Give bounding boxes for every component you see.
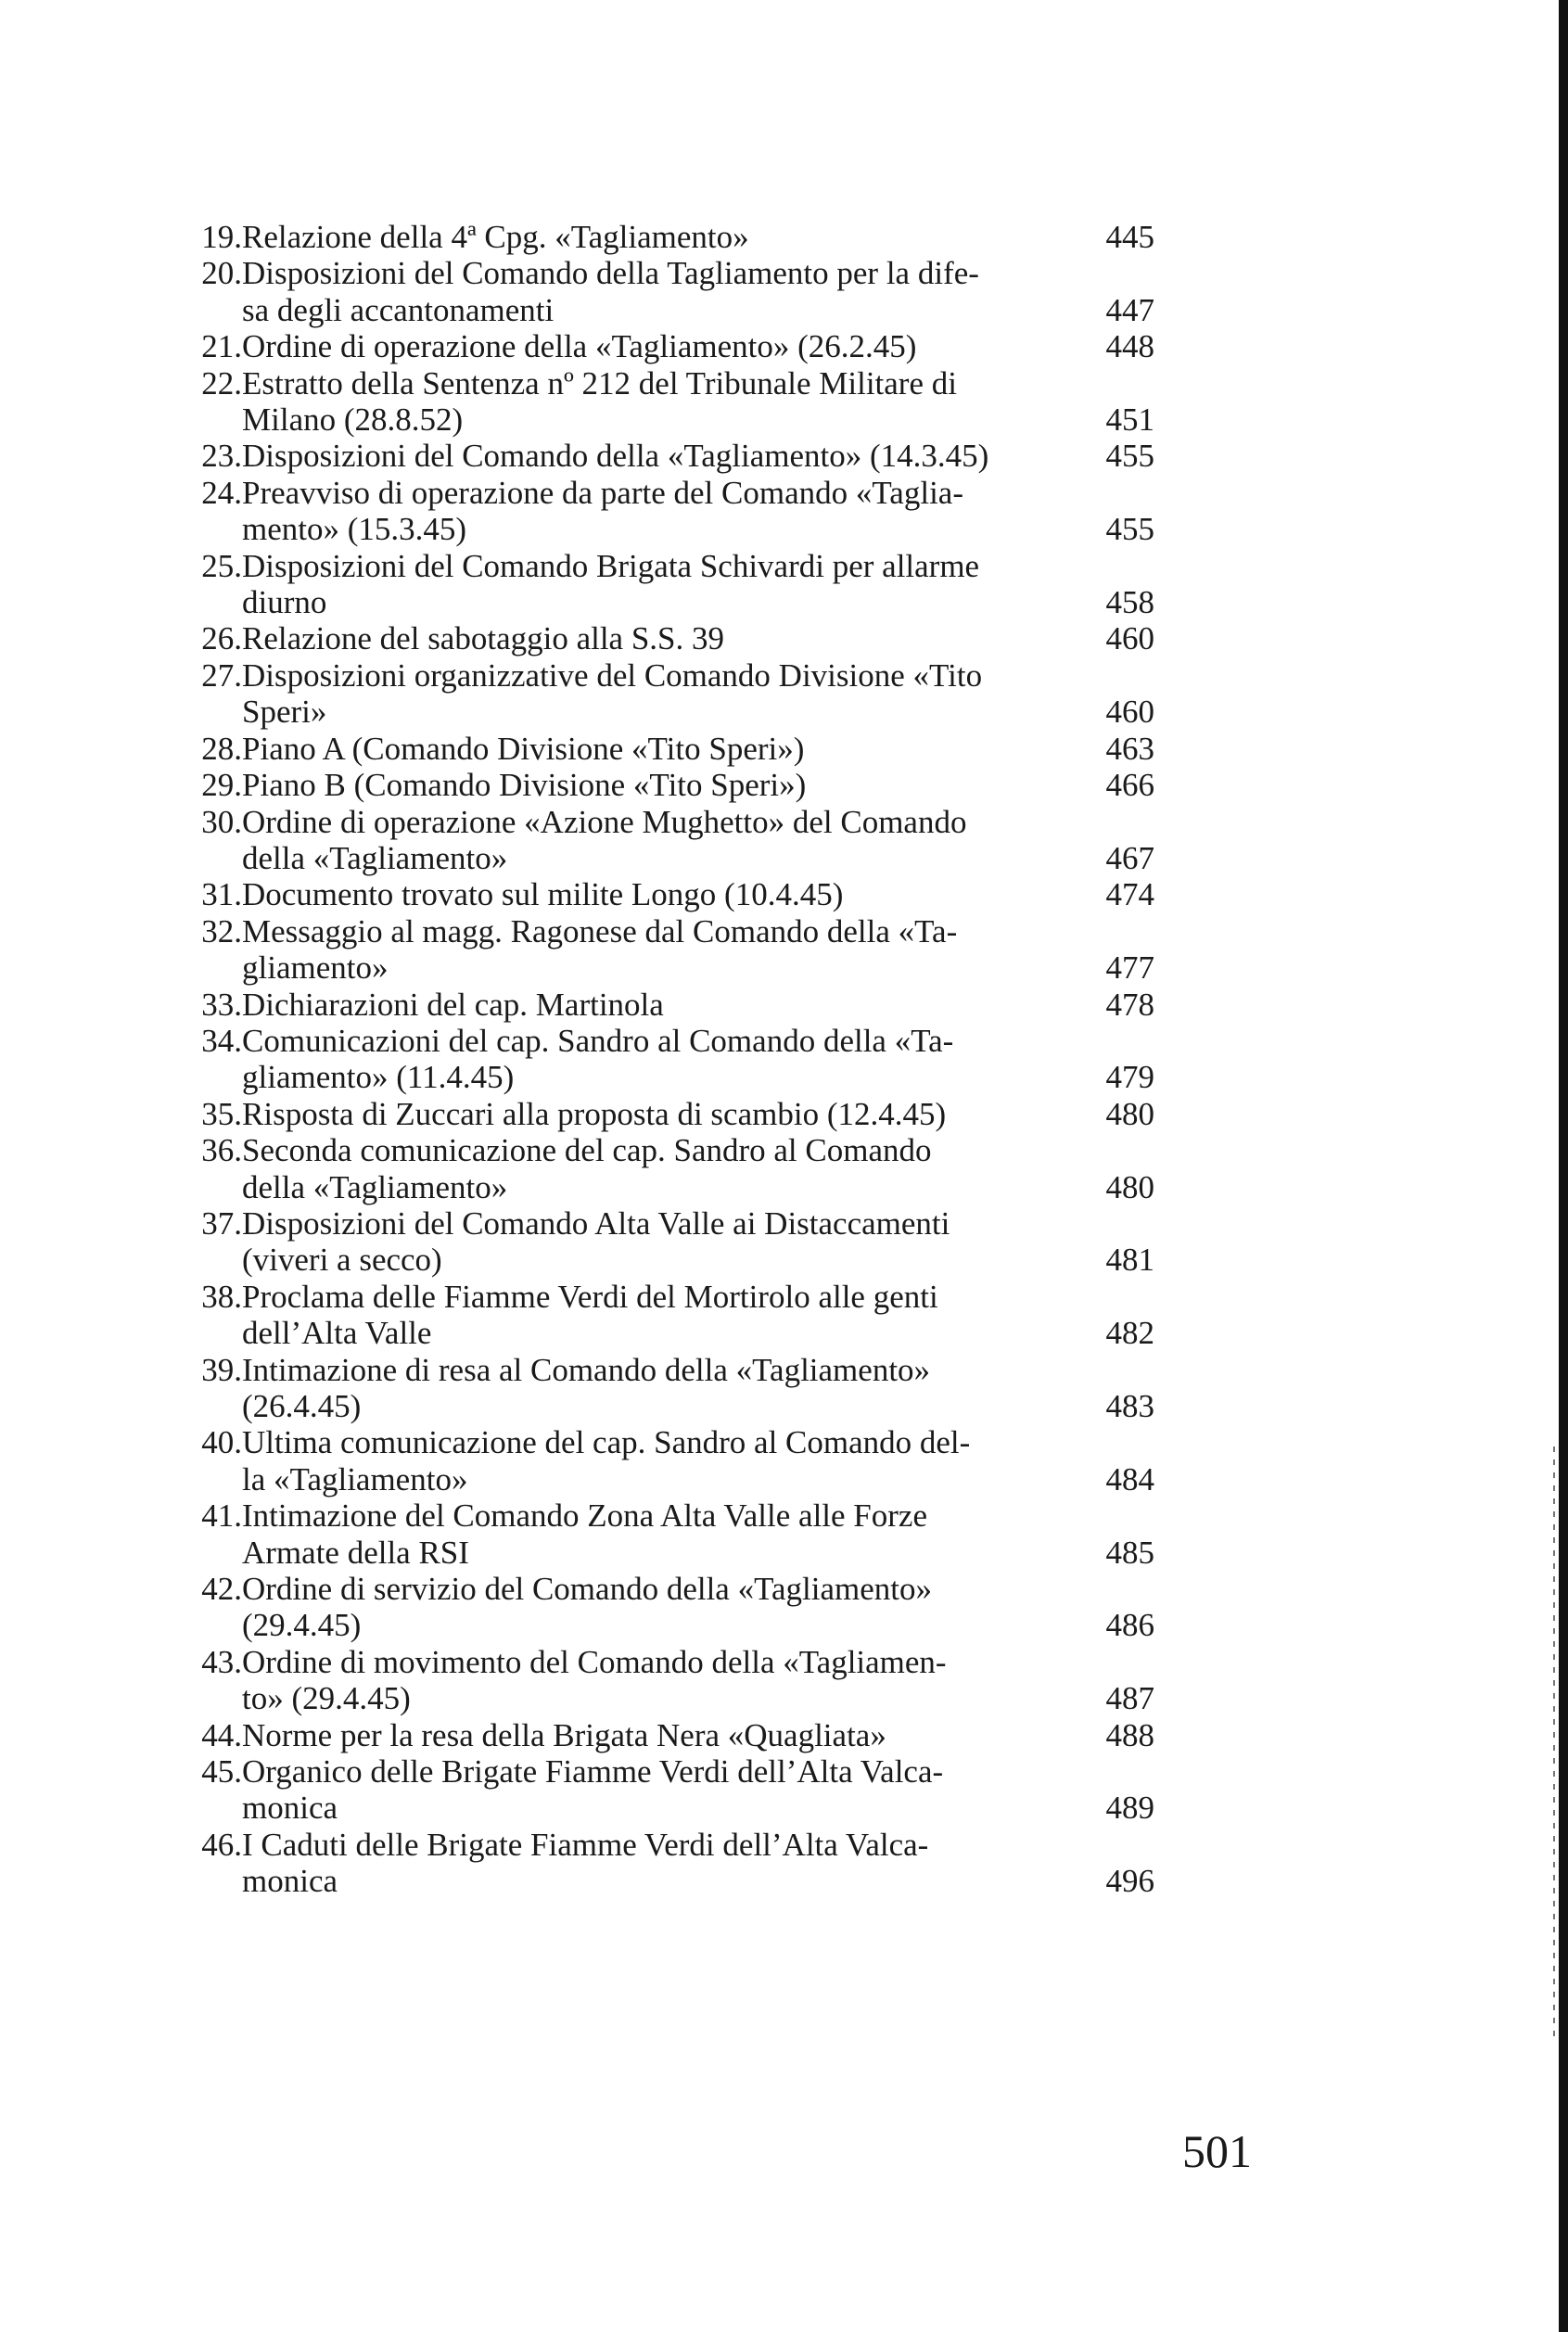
entry-number: 37. xyxy=(201,1204,242,1242)
entry-number: 35. xyxy=(201,1095,242,1132)
entry-page-number: 451 xyxy=(1105,401,1154,439)
entry-title-line: monica xyxy=(242,1863,338,1900)
entry-number: 28. xyxy=(201,730,242,767)
page-edge xyxy=(1559,0,1568,2332)
toc-entry xyxy=(190,1023,1154,1096)
entry-title-line: Comunicazioni del cap. Sandro al Comando della «Ta- xyxy=(242,1022,954,1059)
entry-title-line: I Caduti delle Brigate Fiamme Verdi dell’Alta Valca- xyxy=(242,1826,929,1863)
entry-title-line: (viveri a secco) xyxy=(242,1242,442,1279)
entry-title-line: Speri» xyxy=(242,694,327,731)
toc-entry xyxy=(190,1205,1154,1279)
entry-number: 30. xyxy=(201,803,242,840)
entry-title-line: Relazione della 4ª Cpg. «Tagliamento» xyxy=(242,219,749,255)
entry-number: 31. xyxy=(201,876,242,913)
toc-entry xyxy=(190,1096,1154,1132)
toc-entry xyxy=(190,1352,1154,1425)
toc-entry xyxy=(190,1497,1154,1571)
entry-page-number: 460 xyxy=(1105,694,1154,731)
entry-title-line: Milano (28.8.52) xyxy=(242,401,464,439)
entry-page-number: 481 xyxy=(1105,1242,1154,1279)
entry-number: 21. xyxy=(201,328,242,365)
entry-page-number: 484 xyxy=(1105,1460,1154,1497)
entry-number: 38. xyxy=(201,1278,242,1315)
page-number: 501 xyxy=(1182,2125,1252,2177)
entry-page-number: 488 xyxy=(1105,1716,1154,1753)
entry-title-line: gliamento» xyxy=(242,949,389,987)
entry-title-line: dell’Alta Valle xyxy=(242,1315,432,1352)
toc-entry xyxy=(190,657,1154,731)
entry-title-line: Seconda comunicazione del cap. Sandro al Comando xyxy=(242,1132,932,1169)
entry-title-line: della «Tagliamento» xyxy=(242,839,508,876)
toc-entry xyxy=(190,1644,1154,1717)
entry-title-line: Preavviso di operazione da parte del Comando «Taglia- xyxy=(242,474,963,511)
toc-entry xyxy=(190,255,1154,328)
entry-title-line: la «Tagliamento» xyxy=(242,1460,468,1497)
entry-title-line: Intimazione del Comando Zona Alta Valle alle Forze xyxy=(242,1497,927,1535)
entry-title-line: Risposta di Zuccari alla proposta di scambio (12.4.45) xyxy=(242,1095,947,1132)
entry-number: 27. xyxy=(201,656,242,694)
entry-title-line: Piano B (Comando Divisione «Tito Speri») xyxy=(242,767,807,804)
entry-title-line: Organico delle Brigate Fiamme Verdi dell’Alta Valca- xyxy=(242,1753,944,1790)
entry-number: 26. xyxy=(201,620,242,657)
table-of-contents xyxy=(190,219,1154,1900)
entry-number: 25. xyxy=(201,547,242,584)
entry-title-line: Dichiarazioni del cap. Martinola xyxy=(242,986,664,1023)
entry-number: 44. xyxy=(201,1716,242,1753)
toc-entry xyxy=(190,1753,1154,1827)
entry-title-line: diurno xyxy=(242,584,327,621)
entry-number: 33. xyxy=(201,986,242,1023)
entry-page-number: 479 xyxy=(1105,1059,1154,1096)
entry-title-line: Ordine di operazione della «Tagliamento» (26.2.45) xyxy=(242,328,917,365)
entry-number: 40. xyxy=(201,1424,242,1461)
entry-page-number: 458 xyxy=(1105,584,1154,621)
entry-title-line: (26.4.45) xyxy=(242,1388,362,1424)
entry-page-number: 487 xyxy=(1105,1680,1154,1717)
entry-number: 41. xyxy=(201,1497,242,1535)
entry-title-line: Disposizioni del Comando della «Tagliamento» (14.3.45) xyxy=(242,438,989,475)
toc-entry xyxy=(190,1717,1154,1753)
entry-number: 45. xyxy=(201,1753,242,1790)
entry-page-number: 448 xyxy=(1105,328,1154,365)
entry-page-number: 496 xyxy=(1105,1863,1154,1900)
entry-number: 20. xyxy=(201,255,242,292)
entry-title-line: Ordine di operazione «Azione Mughetto» del Comando xyxy=(242,803,967,840)
toc-entry xyxy=(190,328,1154,364)
entry-number: 42. xyxy=(201,1571,242,1608)
entry-title-line: Armate della RSI xyxy=(242,1534,469,1571)
entry-title-line: Documento trovato sul milite Longo (10.4.45) xyxy=(242,876,844,913)
entry-page-number: 460 xyxy=(1105,620,1154,657)
entry-page-number: 480 xyxy=(1105,1095,1154,1132)
entry-page-number: 455 xyxy=(1105,511,1154,548)
toc-entry xyxy=(190,1827,1154,1900)
toc-entry xyxy=(190,438,1154,474)
entry-page-number: 482 xyxy=(1105,1315,1154,1352)
entry-number: 23. xyxy=(201,438,242,475)
entry-title-line: Ultima comunicazione del cap. Sandro al Comando del- xyxy=(242,1424,971,1461)
entry-title-line: Messaggio al magg. Ragonese dal Comando della «Ta- xyxy=(242,912,958,949)
entry-title-line: gliamento» (11.4.45) xyxy=(242,1059,515,1096)
toc-entry xyxy=(190,1424,1154,1497)
entry-page-number: 477 xyxy=(1105,949,1154,987)
entry-title-line: della «Tagliamento» xyxy=(242,1168,508,1205)
entry-number: 46. xyxy=(201,1826,242,1863)
entry-page-number: 483 xyxy=(1105,1388,1154,1424)
entry-title-line: Disposizioni del Comando Alta Valle ai Distaccamenti xyxy=(242,1204,950,1242)
entry-title-line: mento» (15.3.45) xyxy=(242,511,467,548)
toc-entry xyxy=(190,548,1154,621)
page-edge-shadow xyxy=(1553,1446,1555,2040)
entry-title-line: monica xyxy=(242,1790,338,1827)
entry-title-line: to» (29.4.45) xyxy=(242,1680,411,1717)
entry-number: 43. xyxy=(201,1643,242,1680)
toc-entry xyxy=(190,365,1154,439)
entry-page-number: 455 xyxy=(1105,438,1154,475)
toc-entry xyxy=(190,731,1154,767)
entry-title-line: Ordine di movimento del Comando della «Tagliamen- xyxy=(242,1643,947,1680)
entry-number: 39. xyxy=(201,1351,242,1388)
entry-title-line: Disposizioni organizzative del Comando Divisione «Tito xyxy=(242,656,983,694)
entry-page-number: 489 xyxy=(1105,1790,1154,1827)
entry-page-number: 466 xyxy=(1105,767,1154,804)
entry-page-number: 485 xyxy=(1105,1534,1154,1571)
entry-page-number: 463 xyxy=(1105,730,1154,767)
toc-entry xyxy=(190,987,1154,1023)
toc-entry xyxy=(190,475,1154,548)
toc-entry xyxy=(190,804,1154,877)
toc-entry xyxy=(190,1279,1154,1352)
entry-page-number: 478 xyxy=(1105,986,1154,1023)
entry-number: 36. xyxy=(201,1132,242,1169)
toc-entry xyxy=(190,1571,1154,1644)
entry-title-line: Piano A (Comando Divisione «Tito Speri») xyxy=(242,730,805,767)
entry-number: 19. xyxy=(201,219,242,255)
entry-title-line: Relazione del sabotaggio alla S.S. 39 xyxy=(242,620,725,657)
entry-number: 32. xyxy=(201,912,242,949)
entry-page-number: 486 xyxy=(1105,1607,1154,1644)
entry-title-line: Proclama delle Fiamme Verdi del Mortirolo alle genti xyxy=(242,1278,938,1315)
entry-number: 34. xyxy=(201,1022,242,1059)
entry-page-number: 445 xyxy=(1105,219,1154,255)
toc-entry xyxy=(190,620,1154,656)
toc-entry xyxy=(190,219,1154,255)
entry-title-line: Estratto della Sentenza nº 212 del Tribunale Militare di xyxy=(242,364,957,401)
entry-title-line: (29.4.45) xyxy=(242,1607,362,1644)
entry-page-number: 467 xyxy=(1105,839,1154,876)
toc-entry xyxy=(190,876,1154,912)
entry-title-line: Ordine di servizio del Comando della «Tagliamento» xyxy=(242,1571,933,1608)
entry-page-number: 474 xyxy=(1105,876,1154,913)
entry-number: 22. xyxy=(201,364,242,401)
toc-entry xyxy=(190,767,1154,803)
entry-title-line: Intimazione di resa al Comando della «Tagliamento» xyxy=(242,1351,931,1388)
toc-entry xyxy=(190,1132,1154,1205)
entry-page-number: 480 xyxy=(1105,1168,1154,1205)
entry-title-line: Norme per la resa della Brigata Nera «Quagliata» xyxy=(242,1716,886,1753)
entry-title-line: Disposizioni del Comando della Tagliamento per la dife- xyxy=(242,255,979,292)
toc-entry xyxy=(190,913,1154,987)
entry-title-line: sa degli accantonamenti xyxy=(242,291,555,328)
entry-page-number: 447 xyxy=(1105,291,1154,328)
entry-number: 29. xyxy=(201,767,242,804)
entry-number: 24. xyxy=(201,474,242,511)
entry-title-line: Disposizioni del Comando Brigata Schivardi per allarme xyxy=(242,547,980,584)
